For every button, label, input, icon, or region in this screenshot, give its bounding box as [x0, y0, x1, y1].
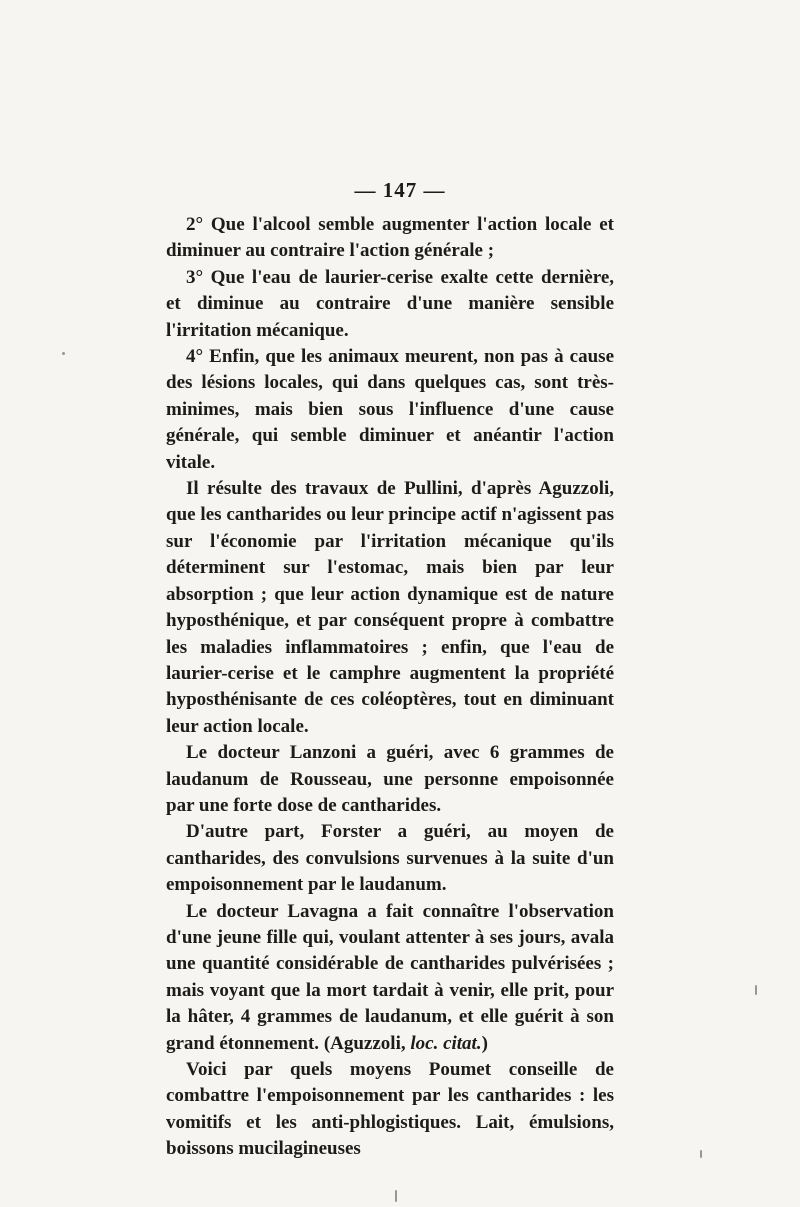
- paragraph-pullini: Il résulte des travaux de Pullini, d'après Aguzzoli, que les cantharides ou leur principe actif n'agissent pas sur l'économie par l'irritation mécanique qu'ils déterminent sur l'estomac, mais bien par leur absorption ; que leur action dynamique est de nature hyposthénique, et par conséquent propre à combattre les maladies inflammatoires ; enfin, que l'eau de laurier-cerise et le camphre augmentent la propriété hyposthénisante de ces coléoptères, tout en diminuant leur action locale.: [166, 478, 614, 737]
- paragraph-poumet: Voici par quels moyens Poumet conseille de combattre l'empoisonnement par les cantharides : les vomitifs et les anti-phlogistiques. Lait, émulsions, boissons mucilagineuses: [166, 1059, 614, 1160]
- paper-speck: [755, 985, 757, 995]
- paragraph-point-4: 4° Enfin, que les animaux meurent, non pas à cause des lésions locales, qui dans quelques cas, sont très-minimes, mais bien sous l'influence d'une cause générale, qui semble diminuer et anéantir l'action vitale.: [166, 346, 614, 473]
- reference-close: ): [481, 1032, 488, 1054]
- paragraph-lanzoni: Le docteur Lanzoni a guéri, avec 6 grammes de laudanum de Rousseau, une personne empoisonnée par une forte dose de cantharides.: [166, 742, 614, 816]
- paragraph-point-2: 2° Que l'alcool semble augmenter l'action locale et diminuer au contraire l'action générale ;: [166, 214, 614, 262]
- lavagna-text: Le docteur Lavagna a fait connaître l'observation d'une jeune fille qui, voulant attenter à ses jours, avala une quantité considérable de cantharides pulvérisées ; mais voyant que la mort tardait à venir, elle prit, pour la hâter, 4 grammes de laudanum, et elle guérit à son grand étonnement.: [166, 900, 614, 1054]
- paper-speck: [395, 1190, 397, 1202]
- paragraph-lavagna: [166, 899, 614, 1057]
- paragraph-forster: D'autre part, Forster a guéri, au moyen de cantharides, des convulsions survenues à la suite d'un empoisonnement par le laudanum.: [166, 821, 614, 896]
- page-number: — 147 —: [354, 178, 446, 202]
- paper-speck: [62, 352, 65, 355]
- paper-speck: [700, 1150, 702, 1158]
- reference-author: (Aguzzoli,: [323, 1032, 406, 1054]
- body-text: [166, 212, 614, 1163]
- reference-citation: loc. citat.: [410, 1032, 482, 1054]
- paragraph-point-3: 3° Que l'eau de laurier-cerise exalte cette dernière, et diminue au contraire d'une manière sensible l'irritation mécanique.: [166, 266, 614, 341]
